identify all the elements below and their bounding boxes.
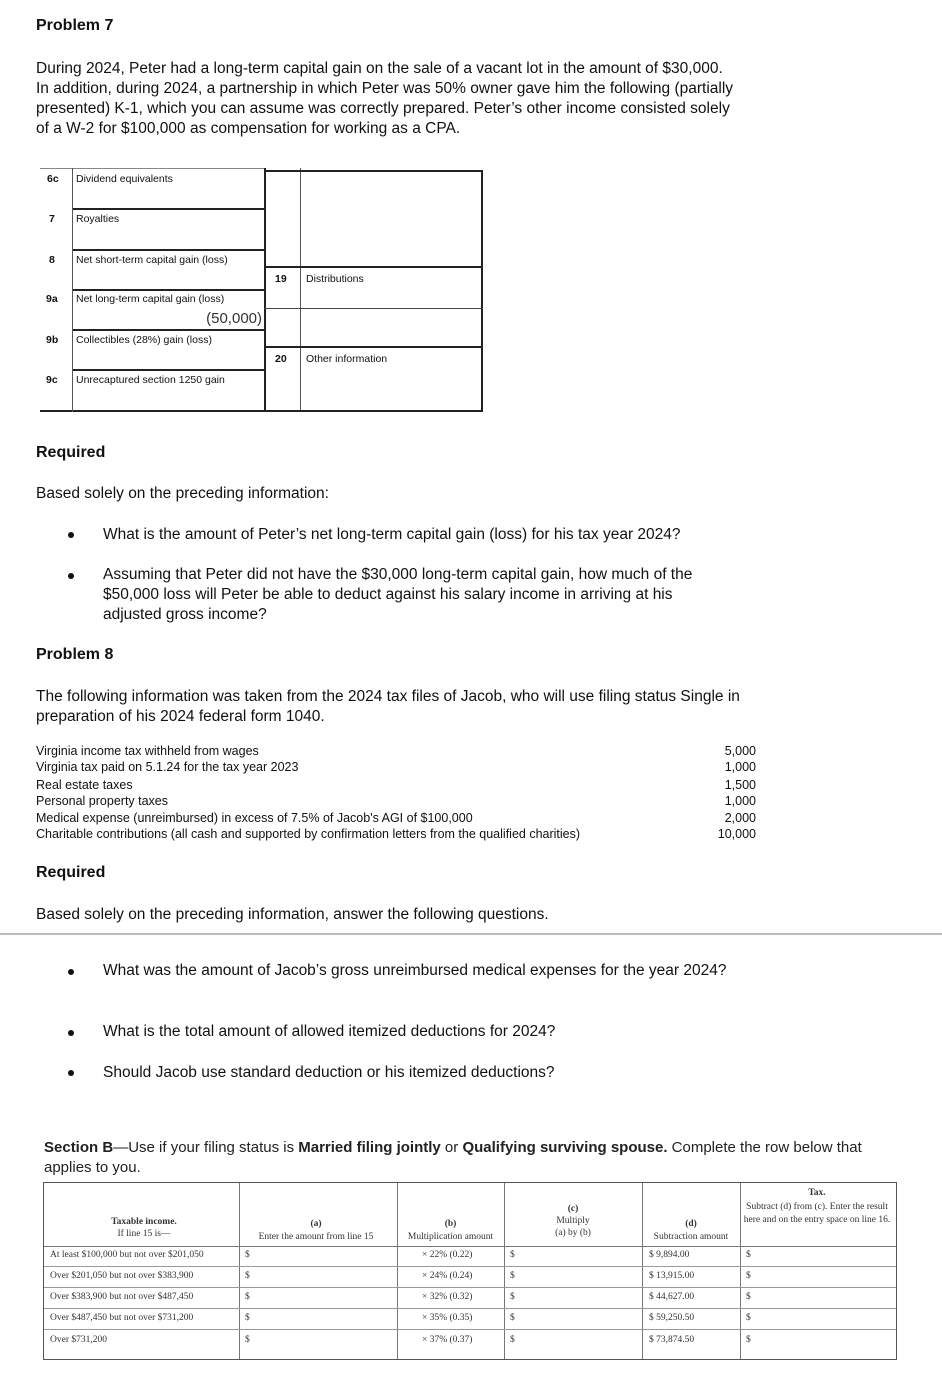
problem-7-required-title: Required xyxy=(36,444,106,461)
row-tax: $ xyxy=(746,1292,751,1302)
row-d: $ 44,627.00 xyxy=(649,1292,695,1302)
row-c: $ xyxy=(510,1271,515,1281)
k1-line-9b-num: 9b xyxy=(46,334,59,346)
k1-line-9c-label: Unrecaptured section 1250 gain xyxy=(76,374,225,386)
item-value: 10,000 xyxy=(717,827,756,841)
section-b-heading xyxy=(44,1138,904,1178)
col-tax-title: Tax. xyxy=(808,1188,826,1198)
status-qss: Qualifying surviving spouse. xyxy=(462,1139,668,1156)
k1-line-7-num: 7 xyxy=(49,213,55,225)
problem-8-question-3: Should Jacob use standard deduction or his itemized deductions? xyxy=(103,1064,555,1081)
k1-line-9b-label: Collectibles (28%) gain (loss) xyxy=(76,334,212,346)
col-c-title: (c) xyxy=(567,1204,579,1214)
row-a: $ xyxy=(245,1335,250,1345)
bullet-icon xyxy=(68,969,74,975)
problem-8-title: Problem 8 xyxy=(36,646,114,663)
bullet-icon xyxy=(68,573,74,579)
k1-line-19-num: 19 xyxy=(275,273,287,285)
problem-8-required-title: Required xyxy=(36,864,106,881)
col-b-title: (b) xyxy=(444,1219,457,1229)
bullet-icon xyxy=(68,532,74,538)
row-range: Over $201,050 but not over $383,900 xyxy=(50,1271,194,1281)
item-value: 1,000 xyxy=(724,760,756,774)
row-tax: $ xyxy=(746,1335,751,1345)
problem-7-title: Problem 7 xyxy=(36,17,114,34)
col-taxable-title: Taxable income. xyxy=(111,1217,177,1227)
status-mfj: Married filing jointly xyxy=(298,1139,441,1156)
row-c: $ xyxy=(510,1292,515,1302)
row-range: At least $100,000 but not over $201,050 xyxy=(50,1250,204,1260)
section-b-or: or xyxy=(440,1139,463,1156)
problem-7-required-intro: Based solely on the preceding information: xyxy=(36,485,329,502)
k1-line-9c-num: 9c xyxy=(46,374,58,386)
problem-8-required-intro: Based solely on the preceding information, answer the following questions. xyxy=(36,906,549,923)
item-label: Medical expense (unreimbursed) in excess of 7.5% of Jacob's AGI of $100,000 xyxy=(36,811,473,825)
k1-line-20-label: Other information xyxy=(306,353,388,365)
k1-form-excerpt xyxy=(40,168,484,412)
problem-8-item xyxy=(36,810,756,827)
row-a: $ xyxy=(245,1271,250,1281)
bullet-icon xyxy=(68,1070,74,1076)
item-value: 1,000 xyxy=(724,794,756,808)
row-b: × 37% (0.37) xyxy=(422,1335,473,1345)
section-b-use-text: —Use if your filing status is xyxy=(113,1139,299,1156)
k1-line-6c-num: 6c xyxy=(47,173,59,185)
k1-line-8-num: 8 xyxy=(49,254,55,266)
row-d: $ 59,250.50 xyxy=(649,1313,695,1323)
col-c-sub2: (a) by (b) xyxy=(555,1228,591,1238)
problem-8-item xyxy=(36,793,756,810)
item-label: Charitable contributions (all cash and supported by confirmation letters from the qualified charities) xyxy=(36,827,581,841)
col-d-sub: Subtraction amount xyxy=(653,1232,729,1242)
problem-8-question-1: What was the amount of Jacob’s gross unreimbursed medical expenses for the year 2024? xyxy=(103,962,727,979)
row-range: Over $383,900 but not over $487,450 xyxy=(50,1292,194,1302)
col-b-sub: Multiplication amount xyxy=(407,1232,494,1242)
col-tax-sub: Subtract (d) from (c). Enter the result here and on the entry space on line 16. xyxy=(743,1202,891,1225)
item-value: 2,000 xyxy=(724,811,756,825)
item-label: Virginia tax paid on 5.1.24 for the tax year 2023 xyxy=(36,760,299,774)
section-b-label: Section B xyxy=(44,1139,114,1156)
k1-line-9a-num: 9a xyxy=(46,293,58,305)
problem-7-question-1: What is the amount of Peter’s net long-term capital gain (loss) for his tax year 2024? xyxy=(103,526,681,543)
col-c-sub1: Multiply xyxy=(556,1216,590,1226)
row-b: × 35% (0.35) xyxy=(422,1313,473,1323)
section-b-suffix: Complete the row below that applies to you. xyxy=(44,1139,862,1176)
col-a-title: (a) xyxy=(310,1219,322,1229)
row-b: × 22% (0.22) xyxy=(422,1250,473,1260)
row-b: × 32% (0.32) xyxy=(422,1292,473,1302)
row-a: $ xyxy=(245,1250,250,1260)
row-tax: $ xyxy=(746,1313,751,1323)
row-c: $ xyxy=(510,1313,515,1323)
col-taxable-sub: If line 15 is— xyxy=(117,1229,171,1239)
problem-8-item xyxy=(36,777,756,794)
k1-line-9a-value: (50,000) xyxy=(206,310,262,327)
bullet-icon xyxy=(68,1030,74,1036)
k1-line-7-label: Royalties xyxy=(76,213,120,225)
problem-8-item xyxy=(36,743,756,760)
row-c: $ xyxy=(510,1250,515,1260)
row-d: $ 13,915.00 xyxy=(649,1271,695,1281)
k1-line-19-label: Distributions xyxy=(306,273,364,285)
col-a-sub: Enter the amount from line 15 xyxy=(258,1232,374,1242)
row-a: $ xyxy=(245,1313,250,1323)
k1-line-8-label: Net short-term capital gain (loss) xyxy=(76,254,228,266)
row-tax: $ xyxy=(746,1271,751,1281)
row-d: $ 9,894.00 xyxy=(649,1250,690,1260)
k1-line-20-num: 20 xyxy=(275,353,287,365)
problem-8-item xyxy=(36,826,756,843)
item-value: 5,000 xyxy=(724,744,756,758)
page-divider xyxy=(0,933,942,935)
section-b-tax-table xyxy=(43,1182,897,1360)
row-a: $ xyxy=(245,1292,250,1302)
row-range: Over $731,200 xyxy=(50,1335,107,1345)
problem-8-item xyxy=(36,759,756,776)
k1-line-9a-label: Net long-term capital gain (loss) xyxy=(76,293,225,305)
item-label: Virginia income tax withheld from wages xyxy=(36,744,259,758)
problem-8-question-2: What is the total amount of allowed itemized deductions for 2024? xyxy=(103,1023,556,1040)
col-d-title: (d) xyxy=(685,1219,697,1229)
row-range: Over $487,450 but not over $731,200 xyxy=(50,1313,194,1323)
k1-line-6c-label: Dividend equivalents xyxy=(76,173,173,185)
row-c: $ xyxy=(510,1335,515,1345)
row-d: $ 73,874.50 xyxy=(649,1335,695,1345)
problem-7-question-2: Assuming that Peter did not have the $30,000 long-term capital gain, how much of the $50,000 loss will Peter be able to deduct against his salary income in arriving at his adjusted gross income? xyxy=(103,566,693,623)
problem-8-intro: The following information was taken from the 2024 tax files of Jacob, who will use filing status Single in preparation of his 2024 federal form 1040. xyxy=(36,688,740,725)
row-b: × 24% (0.24) xyxy=(422,1271,473,1281)
item-label: Personal property taxes xyxy=(36,794,169,808)
problem-7-intro: During 2024, Peter had a long-term capital gain on the sale of a vacant lot in the amount of $30,000. In addition, during 2024, a partnership in which Peter was 50% owner gave him the following (partially presented) K-1, which you can assume was correctly prepared. Peter’s other income consisted solely of a W-2 for $100,000 as compensation for working as a CPA. xyxy=(36,60,734,137)
item-value: 1,500 xyxy=(724,778,756,792)
item-label: Real estate taxes xyxy=(36,778,133,792)
row-tax: $ xyxy=(746,1250,751,1260)
